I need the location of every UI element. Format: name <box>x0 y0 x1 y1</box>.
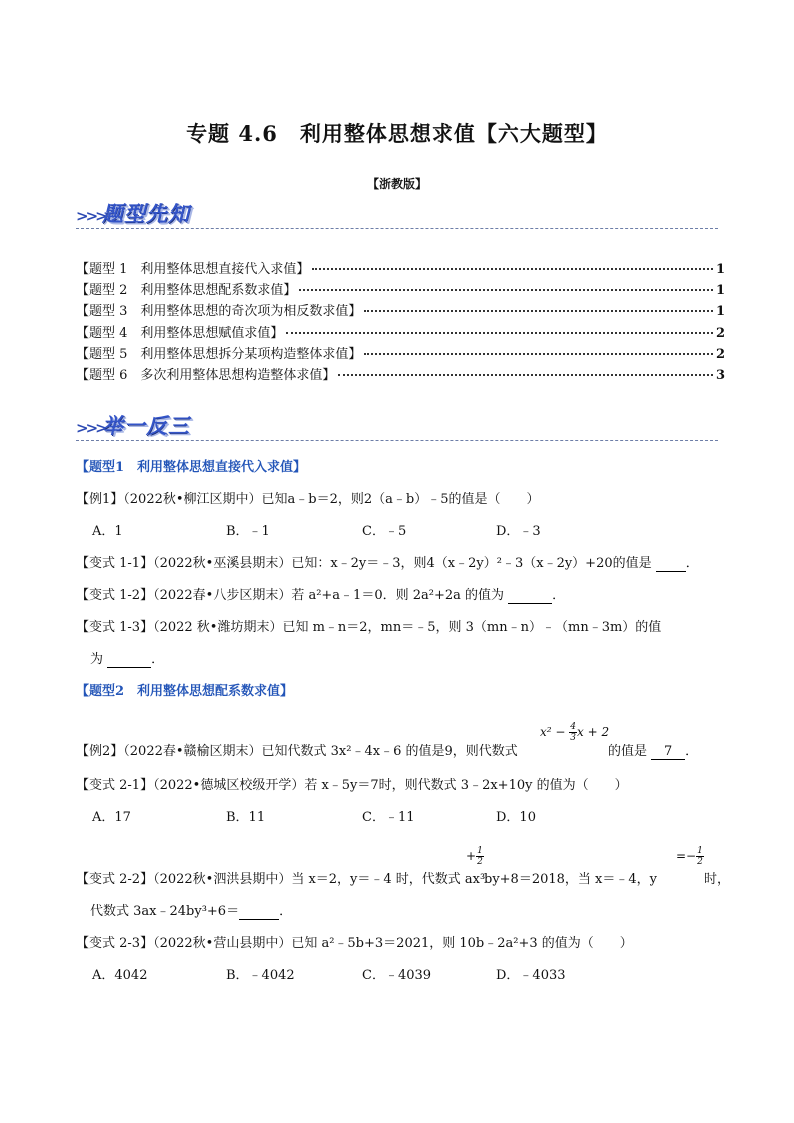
toc-item[interactable]: 【题型 6 多次利用整体思想构造整体求值】 3 <box>76 367 726 383</box>
option-a[interactable]: A．4042 <box>92 968 148 983</box>
variant-2-2-mid: by+8＝2018，当 x＝﹣4，y <box>484 872 657 887</box>
variant-2-2-end: 时， <box>704 872 731 887</box>
answer-blank[interactable] <box>107 652 151 668</box>
variant-2-3: 【变式 2-3】（2022秋•营山县期中）已知 a²﹣5b+3＝2021，则 10b﹣2a²+3 的值为（ ） <box>76 936 633 951</box>
example-2: 【例2】（2022春•赣榆区期末）已知代数式 3x²﹣4x﹣6 的值是9，则代数式 <box>76 744 518 759</box>
variant-2-2: 【变式 2-2】（2022秋•泗洪县期中）当 x＝2，y＝﹣4 时，代数式 ax³ <box>76 872 486 887</box>
example-1: 【例1】（2022秋•柳江区期中）已知a﹣b＝2，则2（a﹣b）﹣5的值是（ ） <box>76 492 540 507</box>
section-heading-2: 【题型2 利用整体思想配系数求值】 <box>76 684 294 699</box>
variant-1-2: 【变式 1-2】（2022春•八步区期末）若 a²+a﹣1＝0．则 2a²+2a 的值为 ． <box>76 588 566 603</box>
option-b[interactable]: B．11 <box>226 810 266 825</box>
toc-item[interactable]: 【题型 4 利用整体思想赋值求值】 2 <box>76 325 726 341</box>
math-expression: + $\frac{1}{2}$ <box>466 846 483 867</box>
math-expression: x² − $\frac{4}{3}$ x + 2 <box>540 722 610 743</box>
option-c[interactable]: C．﹣4039 <box>362 968 432 983</box>
option-b[interactable]: B．﹣4042 <box>226 968 295 983</box>
option-a[interactable]: A．17 <box>92 810 131 825</box>
page-title: 专题 4.6 利用整体思想求值【六大题型】 <box>186 121 608 146</box>
option-c[interactable]: C．﹣11 <box>362 810 415 825</box>
edition-label: 【浙教版】 <box>366 177 427 191</box>
toc-item[interactable]: 【题型 1 利用整体思想直接代入求值】 1 <box>76 262 726 277</box>
variant-1-3: 【变式 1-3】（2022 秋•潍坊期末）已知 m﹣n＝2，mn＝﹣5，则 3（mn﹣n）﹣（mn﹣3m）的值 <box>76 620 662 635</box>
banner-title: 题型先知 <box>102 201 190 226</box>
banner-question-types <box>76 200 718 229</box>
toc-item[interactable]: 【题型 5 利用整体思想拆分某项构造整体求值】 2 <box>76 346 726 362</box>
section-heading-1: 【题型1 利用整体思想直接代入求值】 <box>76 460 307 475</box>
answer-blank[interactable] <box>508 588 552 604</box>
arrows-icon: >>> <box>76 207 105 225</box>
option-d[interactable]: D．﹣4033 <box>496 968 566 983</box>
option-c[interactable]: C．﹣5 <box>362 524 407 539</box>
banner-title: 举一反三 <box>102 413 190 438</box>
option-d[interactable]: D．﹣3 <box>496 524 541 539</box>
variant-1-1: 【变式 1-1】（2022秋•巫溪县期末）已知：x﹣2y＝﹣3，则4（x﹣2y）²﹣3（x﹣2y）+20的值是 ． <box>76 556 699 571</box>
arrows-icon: >>> <box>76 419 105 437</box>
variant-1-3-cont: 为 ． <box>90 652 165 667</box>
toc-item[interactable]: 【题型 2 利用整体思想配系数求值】 1 <box>76 283 726 299</box>
toc-item[interactable]: 【题型 3 利用整体思想的奇次项为相反数求值】 1 <box>76 304 726 320</box>
table-of-contents <box>76 258 724 385</box>
variant-2-1: 【变式 2-1】（2022•德城区校级开学）若 x﹣5y＝7时，则代数式 3﹣2x+10y 的值为（ ） <box>76 778 628 793</box>
option-d[interactable]: D．10 <box>496 810 536 825</box>
answer-blank[interactable]: 7 <box>651 744 685 760</box>
option-b[interactable]: B．﹣1 <box>226 524 270 539</box>
math-expression: =− $\frac{1}{2}$ <box>676 846 703 867</box>
option-a[interactable]: A．1 <box>92 524 123 539</box>
answer-blank[interactable] <box>239 904 279 920</box>
example-2-tail: 的值是 7 ． <box>608 744 699 759</box>
variant-2-2-cont: 代数式 3ax﹣24by³+6＝ ． <box>90 904 293 919</box>
banner-examples <box>76 412 718 441</box>
answer-blank[interactable] <box>656 556 686 572</box>
